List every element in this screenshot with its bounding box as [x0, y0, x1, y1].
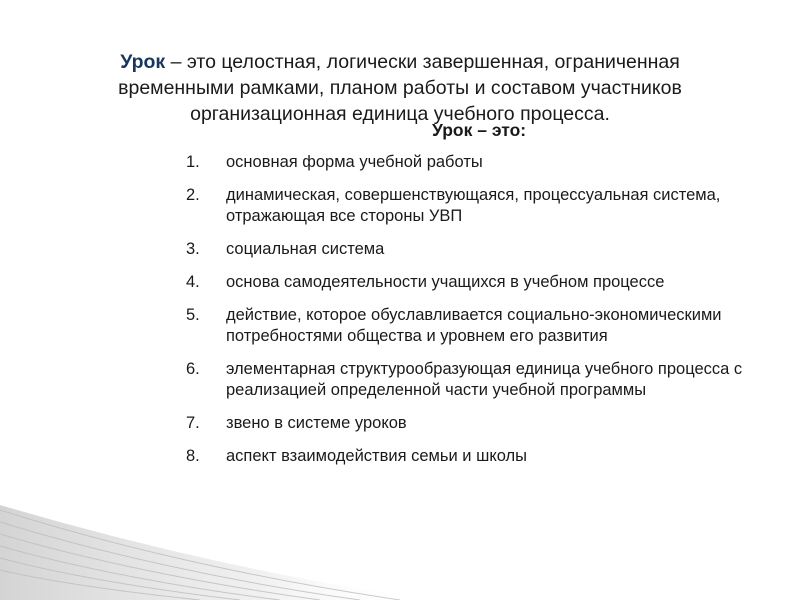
- definition-text: – это целостная, логически завершенная, ограниченная временными рамками, планом работы и составом участников организационная единица учебного процесса.: [118, 50, 682, 125]
- list-item: [186, 239, 776, 260]
- definition-term: Урок: [120, 50, 166, 73]
- item-number: 6.: [186, 360, 200, 378]
- item-number: 8.: [186, 447, 200, 465]
- item-text: действие, которое обуславливается социально-экономическими потребностями общества и уровнем его развития: [226, 306, 722, 345]
- item-text: социальная система: [226, 240, 385, 258]
- item-text: основа самодеятельности учащихся в учебном процессе: [226, 273, 665, 291]
- item-number: 1.: [186, 153, 200, 171]
- item-number: 7.: [186, 414, 200, 432]
- item-text: аспект взаимодействия семьи и школы: [226, 447, 528, 465]
- item-text: основная форма учебной работы: [226, 153, 483, 171]
- list-item: [186, 359, 776, 401]
- list-item: [186, 152, 776, 173]
- item-text: динамическая, совершенствующаяся, процессуальная система, отражающая все стороны УВП: [226, 186, 721, 225]
- list-item: [186, 305, 776, 347]
- item-number: 5.: [186, 306, 200, 324]
- item-text: звено в системе уроков: [226, 414, 407, 432]
- list-item: [186, 185, 776, 227]
- item-text: элементарная структурообразующая единица учебного процесса с реализацией определенной части учебной программы: [226, 360, 743, 399]
- list-item: [186, 272, 776, 293]
- list-item: [186, 413, 776, 434]
- list-heading: Урок – это:: [432, 120, 527, 140]
- item-number: 3.: [186, 240, 200, 258]
- item-number: 4.: [186, 273, 200, 291]
- list-item: [186, 446, 776, 467]
- item-number: 2.: [186, 186, 200, 204]
- lesson-definition: [60, 49, 740, 127]
- lesson-properties-list: [186, 152, 776, 479]
